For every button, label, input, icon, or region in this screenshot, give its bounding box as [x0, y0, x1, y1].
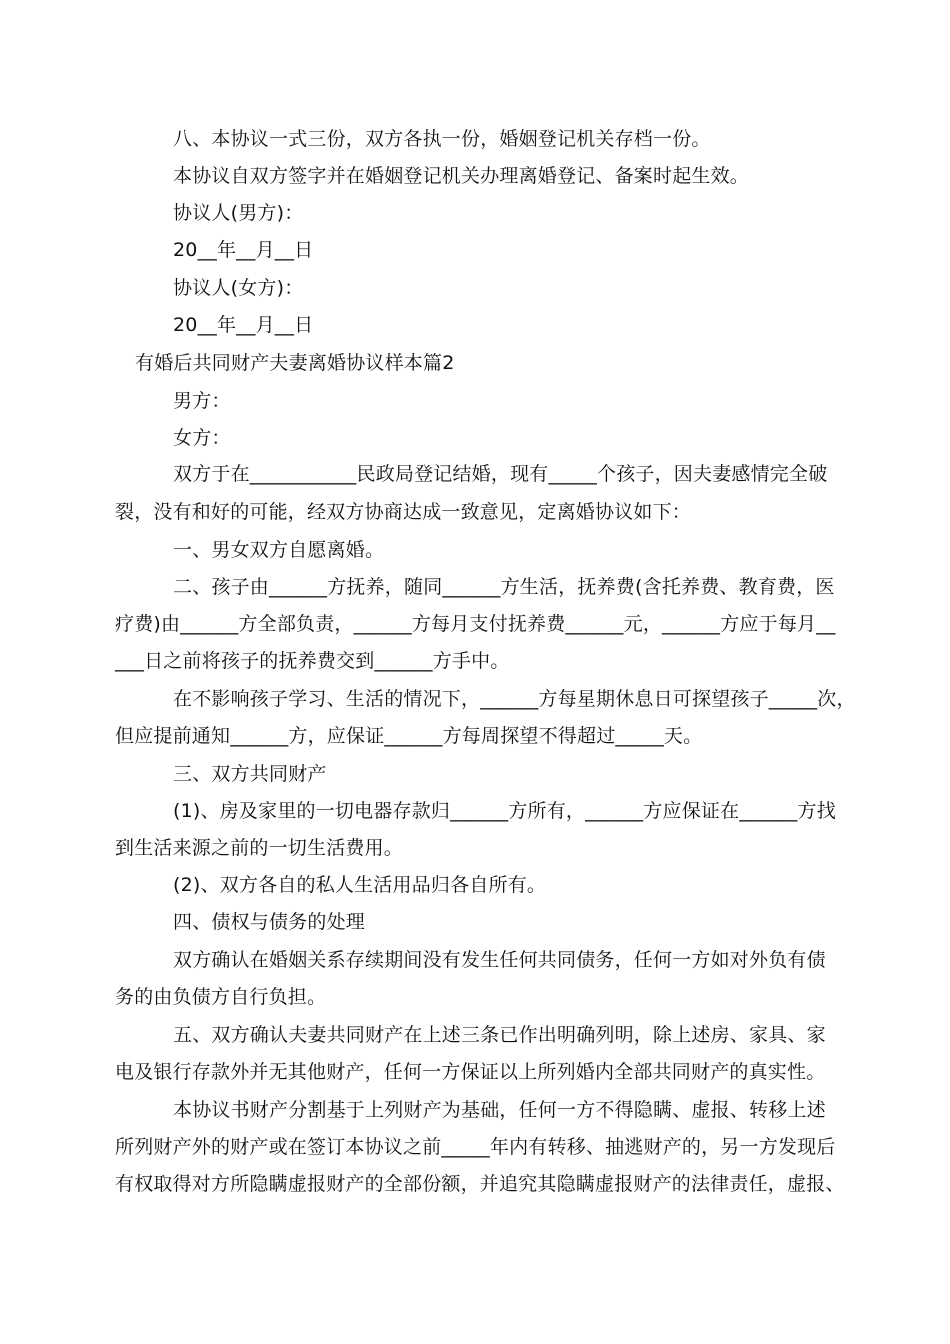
clause-2-line: 疗费)由______方全部负责，______方每月支付抚养费______元，______方应于每月__ [115, 613, 836, 635]
debt-paragraph-line: 务的由负债方自行负担。 [115, 986, 327, 1008]
clause-2-line: ___日之前将孩子的抚养费交到______方手中。 [115, 650, 510, 672]
party-male: 男方： [173, 390, 231, 412]
clause-4-heading: 四、债权与债务的处理 [173, 911, 366, 933]
paragraph-line: 双方于在___________民政局登记结婚，现有_____个孩子，因夫妻感情完全破 [173, 463, 828, 485]
clause-5-line: 五、双方确认夫妻共同财产在上述三条已作出明确列明，除上述房、家具、家 [173, 1024, 826, 1046]
property-item-2: (2)、双方各自的私人生活用品归各自所有。 [173, 874, 547, 896]
signatory-female-date: 20__年__月__日 [173, 314, 314, 336]
signatory-female-label: 协议人(女方)： [173, 277, 304, 299]
signatory-male-label: 协议人(男方)： [173, 202, 304, 224]
debt-paragraph-line: 双方确认在婚姻关系存续期间没有发生任何共同债务，任何一方如对外负有债 [173, 949, 826, 971]
effective-clause: 本协议自双方签字并在婚姻登记机关办理离婚登记、备案时起生效。 [173, 165, 750, 187]
signatory-male-date: 20__年__月__日 [173, 239, 314, 261]
property-item-1-line: 到生活来源之前的一切生活费用。 [115, 837, 404, 859]
clause-8-copies: 八、本协议一式三份，双方各执一份，婚姻登记机关存档一份。 [173, 128, 711, 150]
section-title: 有婚后共同财产夫妻离婚协议样本篇2 [135, 352, 455, 374]
clause-2-line: 二、孩子由______方抚养，随同______方生活，抚养费(含托养费、教育费，医 [173, 576, 835, 598]
division-paragraph-line: 本协议书财产分割基于上列财产为基础，任何一方不得隐瞒、虚报、转移上述 [173, 1099, 826, 1121]
visitation-line: 但应提前通知______方，应保证______方每周探望不得超过_____天。 [115, 725, 703, 747]
clause-5-line: 电及银行存款外并无其他财产，任何一方保证以上所列婚内全部共同财产的真实性。 [115, 1061, 826, 1083]
clause-1: 一、男女双方自愿离婚。 [173, 539, 385, 561]
property-item-1-line: (1)、房及家里的一切电器存款归______方所有，______方应保证在______方找 [173, 800, 836, 822]
division-paragraph-line: 所列财产外的财产或在签订本协议之前_____年内有转移、抽逃财产的，另一方发现后 [115, 1136, 836, 1158]
clause-3-heading: 三、双方共同财产 [173, 763, 327, 785]
division-paragraph-line: 有权取得对方所隐瞒虚报财产的全部份额，并追究其隐瞒虚报财产的法律责任，虚报、 [115, 1173, 845, 1195]
party-female: 女方： [173, 427, 231, 449]
paragraph-line: 裂，没有和好的可能，经双方协商达成一致意见，定离婚协议如下： [115, 501, 692, 523]
visitation-line: 在不影响孩子学习、生活的情况下，______方每星期休息日可探望孩子_____次， [173, 688, 856, 710]
